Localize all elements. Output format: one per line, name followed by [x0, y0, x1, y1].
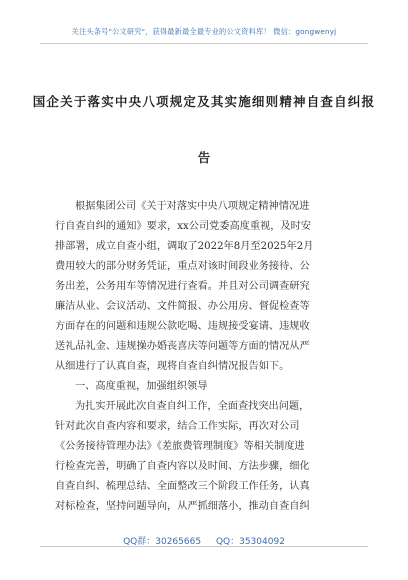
header-promo-note: 关注头条号"公文研究"，获得最新最全最专业的公文资料库！ 微信：gongwenyj — [71, 27, 337, 36]
body-line: 针对此次自查内容和要求，结合工作实际，再次对公司 — [55, 421, 300, 432]
body-line: 廉洁从业、会议活动、文件简报、办公用房、督促检查等 — [55, 301, 310, 312]
document-title-continuation: 告 — [197, 150, 211, 165]
body-line: 从细进行了认真自查，现将自查自纠情况报告如下。 — [55, 361, 290, 372]
footer-qq: QQ：35304092 — [215, 537, 285, 547]
body-line: 方面存在的问题和违规公款吃喝、违规接受宴请、违规收 — [55, 321, 310, 332]
footer-divider — [40, 546, 368, 547]
body-line: 送礼品礼金、违规操办婚丧喜庆等问题等方面的情况从严 — [55, 341, 310, 352]
footer-qq-group: QQ群：30265665 — [123, 537, 202, 547]
body-line: 《公务接待管理办法》《差旅费管理制度》等相关制度进 — [55, 441, 305, 452]
body-line: 对标检查，坚持问题导向，从严抓细落小，推动自查自纠 — [55, 501, 310, 512]
body-line: 根据集团公司《关于对落实中央八项规定精神情况进 — [75, 201, 310, 212]
body-line: 为扎实开展此次自查自纠工作，全面查找突出问题， — [75, 401, 310, 412]
document-body — [55, 197, 355, 517]
body-line: 排部署，成立自查小组，调取了2022年8月至2025年2月 — [55, 241, 314, 252]
header-divider — [40, 43, 368, 44]
body-line: 务出差，公务用车等情况进行查看。并且对公司调查研究 — [55, 281, 310, 292]
body-line: 费用较大的部分财务凭证，重点对该时间段业务接待、公 — [55, 261, 310, 272]
section-heading: 一、高度重视，加强组织领导 — [75, 381, 208, 392]
document-title: 国企关于落实中央八项规定及其实施细则精神自查自纠报 — [32, 94, 376, 109]
body-line: 行自查自纠的通知》要求，xx公司党委高度重视，及时安 — [55, 221, 311, 232]
body-line: 自查自纠、梳理总结、全面整改三个阶段工作任务，认真 — [55, 481, 310, 492]
body-line: 行检查完善，明确了自查内容以及时间、方法步骤，细化 — [55, 461, 310, 472]
